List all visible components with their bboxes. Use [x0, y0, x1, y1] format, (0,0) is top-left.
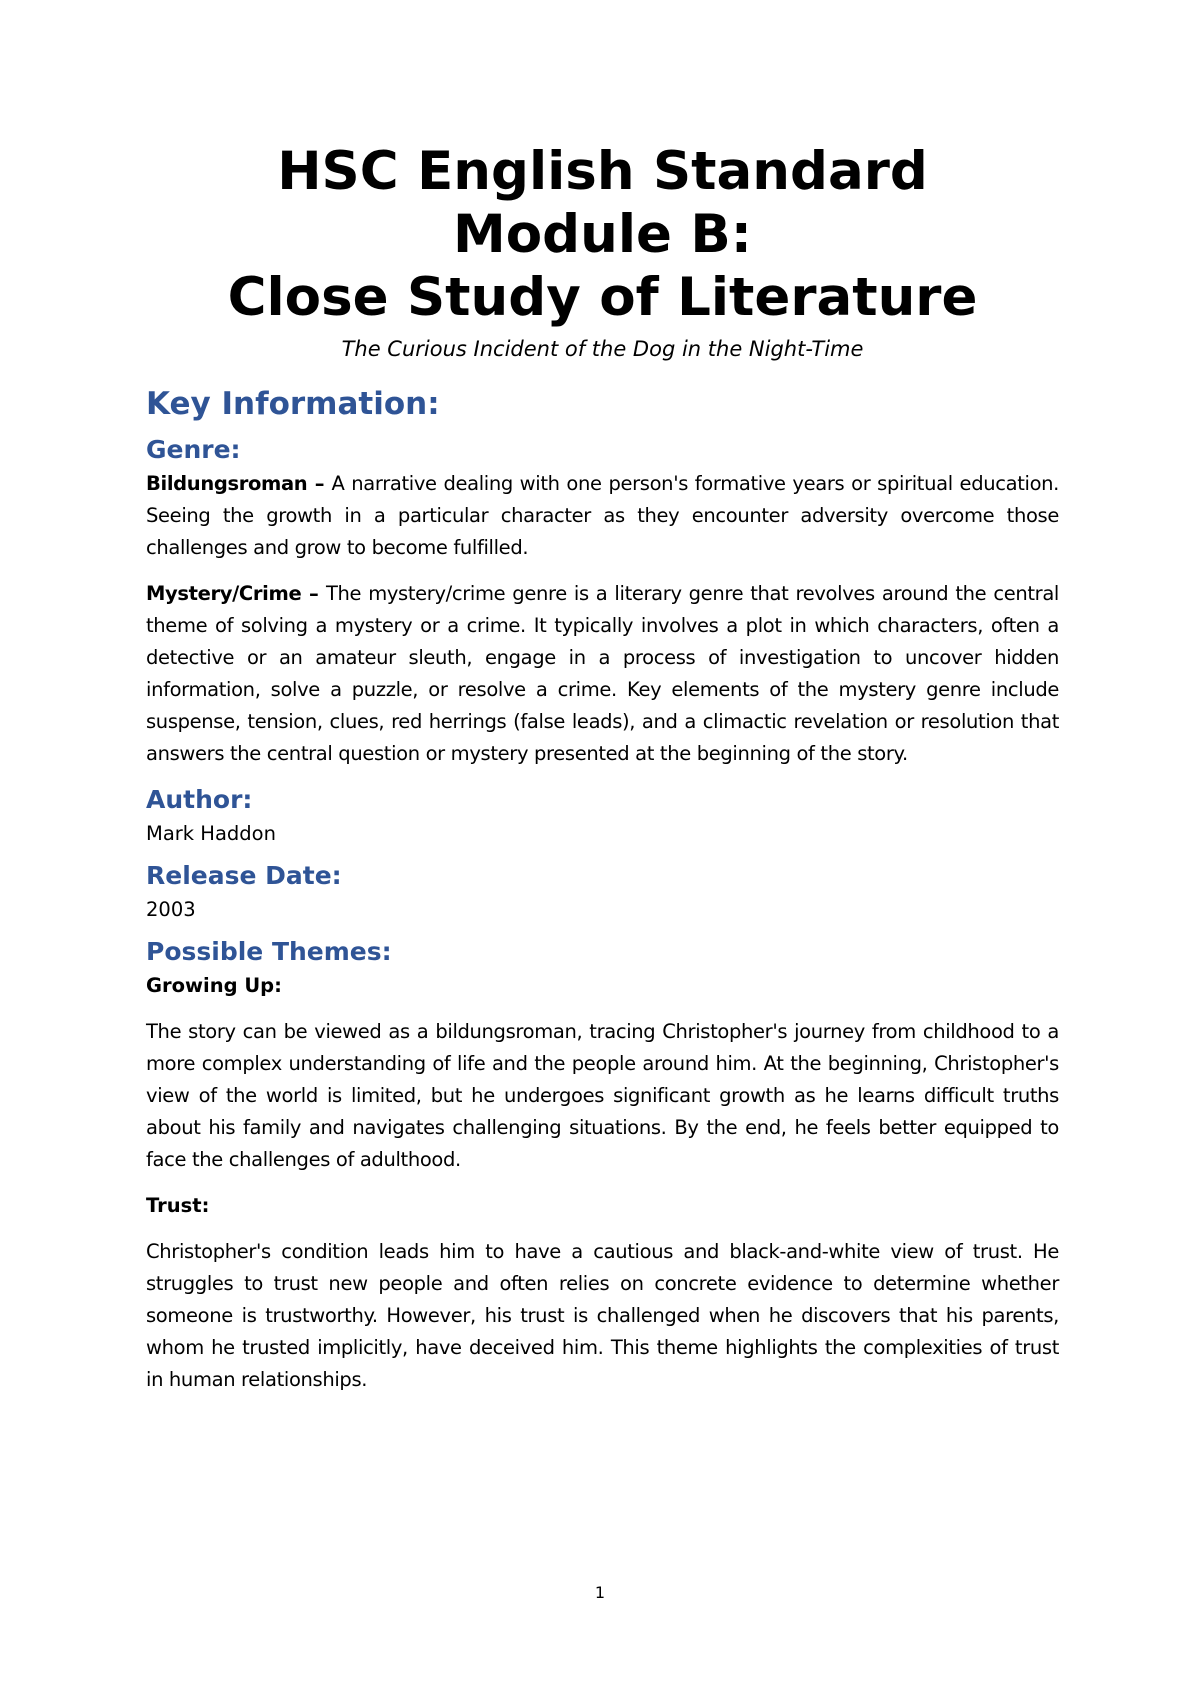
genre-definition: The mystery/crime genre is a literary genre that revolves around the central theme of solving a mystery or a crime. It typically involves a plot in which characters, often a detective or an amateur sleuth, engage in a process of investigation to uncover hidden information, solve a puzzle, or resolve a crime. Key elements of the mystery genre include suspense, tension, clues, red herrings (false leads), and a climactic revelation or resolution that answers the central question or mystery presented at the beginning of the story. [146, 582, 1060, 765]
release-date-heading: Release Date: [146, 861, 342, 890]
genre-separator: – [307, 472, 332, 495]
title-line-2: Module B: [453, 204, 752, 265]
author-heading: Author: [146, 785, 253, 814]
title-line-3: Close Study of Literature [227, 267, 978, 328]
theme-text-growing-up: The story can be viewed as a bildungsroman, tracing Christopher's journey from childhood to a more complex understanding of life and the people around him. At the beginning, Christopher's view of the world is limited, but he undergoes significant growth as he learns difficult truths about his family and navigates challenging situations. By the end, he feels better equipped to face the challenges of adulthood. [146, 1020, 1059, 1171]
possible-themes-heading: Possible Themes: [146, 937, 392, 966]
theme-text-trust: Christopher's condition leads him to have a cautious and black-and-white view of trust. He struggles to trust new people and often relies on concrete evidence to determine whether someone is trustworthy. However, his trust is challenged when he discovers that his parents, whom he trusted implicitly, have deceived him. This theme highlights the complexities of trust in human relationships. [146, 1240, 1059, 1391]
genre-heading: Genre: [146, 435, 241, 464]
theme-title-trust: Trust: [146, 1194, 210, 1217]
genre-term: Bildungsroman [146, 472, 308, 495]
page-number: 1 [594, 1583, 606, 1602]
release-date-value: 2003 [146, 898, 196, 921]
document-title [146, 140, 1059, 329]
genre-definition: A narrative dealing with one person's formative years or spiritual education. Seeing the growth in a particular character as they encounter adversity overcome those challenges and grow to become fulfilled. [146, 472, 1060, 559]
document-subtitle: The Curious Incident of the Dog in the Night-Time [341, 337, 864, 361]
key-information-heading: Key Information: [146, 386, 440, 422]
genre-item-bildungsroman [146, 468, 1059, 564]
genre-separator: – [301, 582, 326, 605]
genre-item-mystery-crime [146, 578, 1059, 770]
genre-term: Mystery/Crime [146, 582, 302, 605]
title-line-1: HSC English Standard [277, 141, 928, 202]
theme-title-growing-up: Growing Up: [146, 974, 282, 997]
author-value: Mark Haddon [146, 822, 276, 845]
